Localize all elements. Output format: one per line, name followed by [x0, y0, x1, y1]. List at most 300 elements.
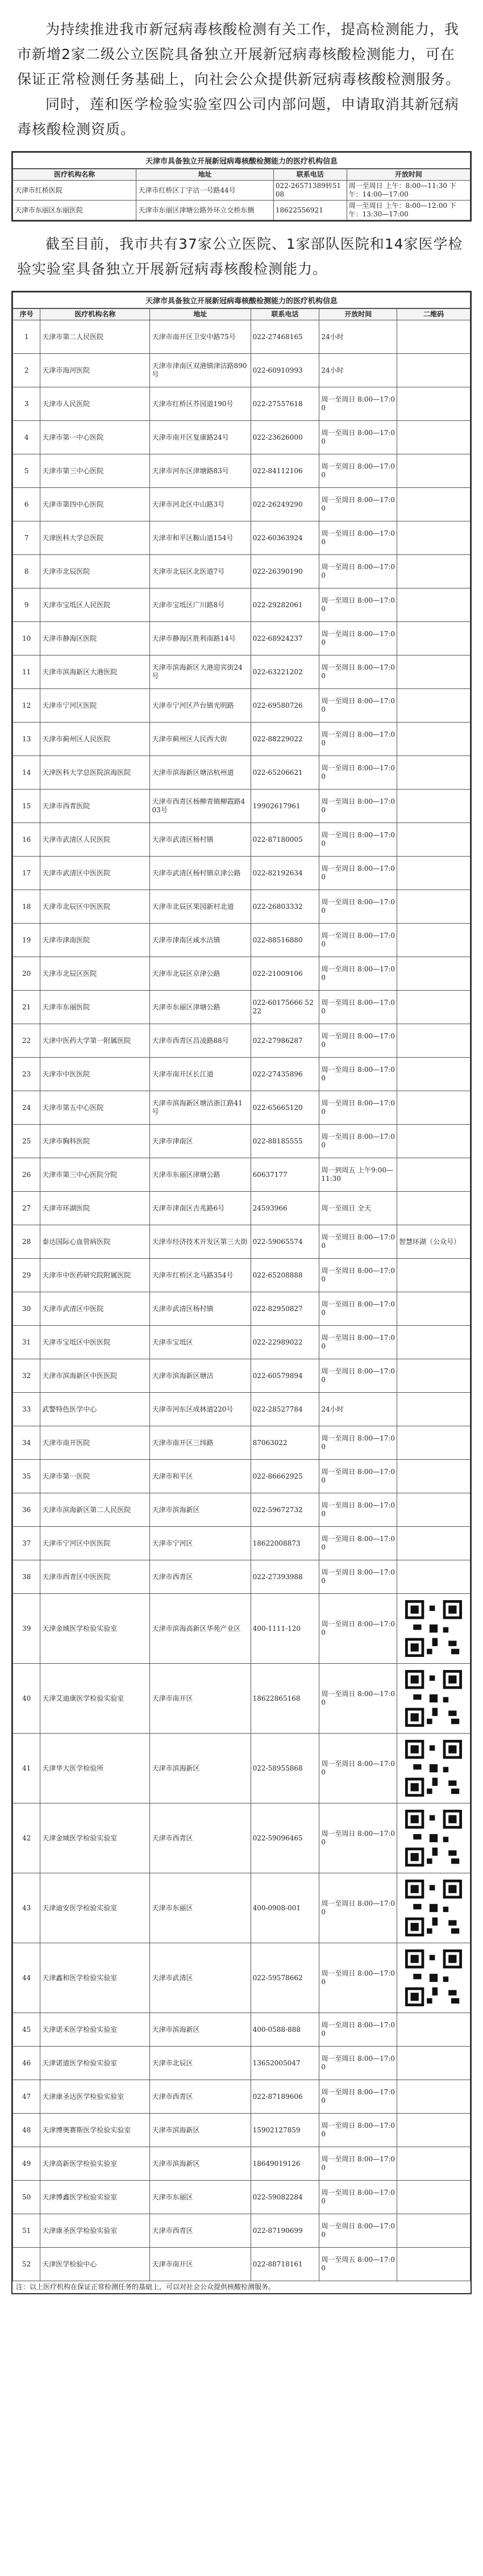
- table-cell: 天津市滨海新区中医医院: [40, 1359, 150, 1393]
- table-cell: [397, 1734, 470, 1803]
- table-cell: 天津市滨海新区塘沽浙江路41号: [150, 1091, 251, 1125]
- table-cell: 28: [13, 1225, 40, 1259]
- table-cell: 022-26803332: [251, 890, 319, 924]
- table-cell: 022-27468165: [251, 320, 319, 354]
- table-cell: 天津鑫和医学检验实验室: [40, 1943, 150, 2013]
- table-cell: 天津市第四中心医院: [40, 488, 150, 521]
- table-cell: [397, 957, 470, 991]
- table-2-note: 注：以上医疗机构在保证正常检测任务的基础上，可以对社会公众提供核酸检测服务。: [16, 2283, 276, 2291]
- table-cell: 35: [13, 1460, 40, 1493]
- table-cell: 周一至周五 8:00—17:00: [319, 2248, 397, 2281]
- table-cell: 3: [13, 387, 40, 421]
- table-cell: 19: [13, 924, 40, 957]
- table-cell: 周一至周日 8:00—17:00: [319, 1259, 397, 1292]
- table-cell: 周一至周日 8:00—17:00: [319, 2080, 397, 2114]
- table-cell: 天津市和平区: [150, 1460, 251, 1493]
- table-cell: [397, 1460, 470, 1493]
- table-row: [13, 2147, 470, 2181]
- table-cell: 400-0588-888: [251, 2013, 319, 2047]
- table-cell: 25: [13, 1125, 40, 1158]
- table-cell: 9: [13, 588, 40, 622]
- table-cell: 天津康圣达医学检验实验室: [40, 2080, 150, 2114]
- table-cell: 周一至周日 上午：8:00—12:00 下午：13:30—17:00: [347, 201, 470, 220]
- table-row: [13, 387, 470, 421]
- table-cell: 周一至周日 全天: [319, 1192, 397, 1225]
- table-row: [13, 1734, 470, 1803]
- table-2-header: 医疗机构名称: [40, 309, 150, 320]
- table-cell: [397, 1125, 470, 1158]
- table-cell: 022-60579894: [251, 1359, 319, 1393]
- table-cell: 天津市西青区: [150, 1803, 251, 1873]
- table-cell: 5: [13, 454, 40, 488]
- table-cell: 天津市河东区成林道220号: [150, 1393, 251, 1426]
- table-cell: 天津诺禾医学检验实验室: [40, 2013, 150, 2047]
- table-cell: 天津市武清区: [150, 1943, 251, 2013]
- table-row: [13, 181, 470, 201]
- table-cell: 天津博奥赛斯医学检验实验室: [40, 2114, 150, 2147]
- table-cell: 022-82192634: [251, 857, 319, 890]
- table-cell: 天津市红桥区丁字沽一号路44号: [136, 181, 274, 201]
- table-cell: 天津市第一医院: [40, 1460, 150, 1493]
- table-cell: 天津市宁河区医院: [40, 689, 150, 723]
- table-cell: [397, 2147, 470, 2181]
- table-cell: 022-60910993: [251, 354, 319, 387]
- table-cell: 天津市滨海新区: [150, 1493, 251, 1527]
- table-1: [11, 151, 472, 222]
- table-cell: 周一至周日 8:00—17:00: [319, 857, 397, 890]
- table-cell: 天津市南开区: [150, 1664, 251, 1734]
- table-row: [13, 756, 470, 790]
- table-cell: 天津市滨海新区: [150, 1734, 251, 1803]
- table-cell: [397, 521, 470, 555]
- table-2-header: 二维码: [397, 309, 470, 320]
- qr-code-icon: [405, 1740, 462, 1797]
- table-cell: 天津市南开区三纬路: [150, 1426, 251, 1460]
- table-cell: 周一至周日 8:00—17:00: [319, 957, 397, 991]
- table-cell: 周一至周日 8:00—17:00: [319, 1493, 397, 1527]
- table-cell: 天津金域医学检验实验室: [40, 1803, 150, 1873]
- table-cell: 天津康圣医学检验实验室: [40, 2214, 150, 2248]
- table-cell: [397, 1527, 470, 1560]
- table-cell: [397, 1058, 470, 1091]
- table-cell: [397, 320, 470, 354]
- table-cell: 周一至周日 8:00—17:00: [319, 454, 397, 488]
- table-2-header: 序号: [13, 309, 40, 320]
- table-cell: 19902617961: [251, 790, 319, 823]
- table-cell: 天津市红桥区北马路354号: [150, 1259, 251, 1292]
- table-cell: [397, 1803, 470, 1873]
- table-cell: 41: [13, 1734, 40, 1803]
- table-cell: 022-88229022: [251, 723, 319, 756]
- table-cell: 周一至周日 8:00—17:00: [319, 2013, 397, 2047]
- table-cell: 天津市第二人民医院: [40, 320, 150, 354]
- table-cell: 周一至周日 8:00—17:00: [319, 656, 397, 689]
- table-cell: 周一至周日 8:00—17:00: [319, 1292, 397, 1326]
- table-cell: 周一至周日 8:00—17:00: [319, 823, 397, 857]
- table-cell: 24小时: [319, 1393, 397, 1426]
- table-cell: 31: [13, 1326, 40, 1359]
- table-cell: 022-27435896: [251, 1058, 319, 1091]
- table-cell: 天津市北辰医院: [40, 555, 150, 588]
- table-cell: 天津市东丽区津塘公路: [150, 991, 251, 1024]
- qr-code-icon: [405, 1949, 462, 2006]
- table-row: [13, 588, 470, 622]
- table-cell: 42: [13, 1803, 40, 1873]
- table-row: [13, 1493, 470, 1527]
- table-cell: 天津市南开区长江道: [150, 1058, 251, 1091]
- table-cell: 天津市静海区胜利南路14号: [150, 622, 251, 656]
- table-cell: 50: [13, 2181, 40, 2214]
- table-cell: 022-88185555: [251, 1125, 319, 1158]
- table-cell: [397, 555, 470, 588]
- table-row: [13, 823, 470, 857]
- table-cell: 20: [13, 957, 40, 991]
- table-cell: 天津华大医学检验所: [40, 1734, 150, 1803]
- table-cell: 周一至周日 8:00—17:00: [319, 1091, 397, 1125]
- table-1-caption: 天津市具备独立开展新冠病毒核酸检测能力的医疗机构信息: [13, 152, 470, 169]
- qr-code-icon: [405, 1600, 462, 1657]
- table-cell: 37: [13, 1527, 40, 1560]
- table-cell: 周一至周日 8:00—17:00: [319, 2214, 397, 2248]
- table-row: [13, 2114, 470, 2147]
- table-cell: 周一至周日 8:00—17:00: [319, 1594, 397, 1664]
- table-cell: 天津市第五中心医院: [40, 1091, 150, 1125]
- table-cell: 天津市宝坻区人民医院: [40, 588, 150, 622]
- table-cell: 天津市滨海新区: [150, 2114, 251, 2147]
- table-row: [13, 201, 470, 220]
- table-row: [13, 857, 470, 890]
- table-cell: 周一至周日 8:00—17:00: [319, 488, 397, 521]
- table-cell: [397, 857, 470, 890]
- table-cell: 17: [13, 857, 40, 890]
- table-cell: [397, 924, 470, 957]
- table-cell: 天津市东丽区: [150, 2181, 251, 2214]
- table-cell: 天津诺道医学检验实验室: [40, 2047, 150, 2080]
- table-cell: 周一至周日 8:00—17:00: [319, 1359, 397, 1393]
- table-row: [13, 320, 470, 354]
- table-cell: 022-26249290: [251, 488, 319, 521]
- table-row: [13, 1125, 470, 1158]
- table-cell: 天津艾迪康医学检验实验室: [40, 1664, 150, 1734]
- table-cell: 天津市南开区卫安中路75号: [150, 320, 251, 354]
- table-cell: 天津市经济技术开发区第三大街: [150, 1225, 251, 1259]
- table-1-header: 联系电话: [273, 169, 347, 181]
- table-cell: 10: [13, 622, 40, 656]
- table-row: [13, 1225, 470, 1259]
- table-cell: [397, 2047, 470, 2080]
- table-cell: 天津市西青区: [150, 1560, 251, 1594]
- table-row: [13, 1326, 470, 1359]
- qr-code-icon: [405, 1880, 462, 1936]
- table-cell: 46: [13, 2047, 40, 2080]
- table-cell: 400-0908-001: [251, 1873, 319, 1943]
- table-cell: [397, 387, 470, 421]
- table-cell: 天津市滨海新区塘沽: [150, 1359, 251, 1393]
- table-cell: 周一至周日 8:00—17:00: [319, 1873, 397, 1943]
- table-cell: 38: [13, 1560, 40, 1594]
- table-row: [13, 1359, 470, 1393]
- table-cell: 44: [13, 1943, 40, 2013]
- table-cell: 天津市武清区中医院: [40, 1292, 150, 1326]
- table-cell: [397, 1393, 470, 1426]
- table-cell: 天津迪安医学检验实验室: [40, 1873, 150, 1943]
- table-cell: 022-65206621: [251, 756, 319, 790]
- table-cell: 天津市滨海新区第二人民医院: [40, 1493, 150, 1527]
- table-cell: 18622556921: [273, 201, 347, 220]
- table-cell: 022-86662925: [251, 1460, 319, 1493]
- table-cell: 18: [13, 890, 40, 924]
- table-cell: 15: [13, 790, 40, 823]
- table-cell: [397, 2013, 470, 2047]
- table-row: [13, 1664, 470, 1734]
- table-row: [13, 454, 470, 488]
- table-cell: 49: [13, 2147, 40, 2181]
- table-row: [13, 1292, 470, 1326]
- table-cell: 8: [13, 555, 40, 588]
- table-cell: 天津市武清区中医医院: [40, 857, 150, 890]
- table-cell: 022-59672732: [251, 1493, 319, 1527]
- table-row: [13, 2214, 470, 2248]
- table-cell: 天津市滨海高新区华苑产业区: [150, 1594, 251, 1664]
- table-cell: 24小时: [319, 320, 397, 354]
- table-cell: 24小时: [319, 354, 397, 387]
- table-cell: 14: [13, 756, 40, 790]
- table-1-header: 开放时间: [347, 169, 470, 181]
- table-2-caption: 天津市具备独立开展新冠病毒核酸检测能力的医疗机构信息: [13, 292, 470, 308]
- table-row: [13, 890, 470, 924]
- table-cell: 30: [13, 1292, 40, 1326]
- table-cell: 022-65208888: [251, 1259, 319, 1292]
- table-cell: [397, 1493, 470, 1527]
- table-cell: [397, 1426, 470, 1460]
- table-row: [13, 1259, 470, 1292]
- qr-code-icon: [405, 1670, 462, 1727]
- table-cell: 天津市红桥医院: [13, 181, 136, 201]
- table-cell: 周一至周日 8:00—17:00: [319, 723, 397, 756]
- table-cell: [397, 2248, 470, 2281]
- table-1-header: 医疗机构名称: [13, 169, 136, 181]
- table-cell: 周一至周日 8:00—17:00: [319, 1803, 397, 1873]
- table-cell: 天津市北辰区中医医院: [40, 890, 150, 924]
- intro-paragraph-2: 同时，莲和医学检验实验室四公司内部问题，申请取消其新冠病毒核酸检测资质。: [17, 96, 460, 137]
- table-cell: 52: [13, 2248, 40, 2281]
- table-cell: 周一至周日 8:00—17:00: [319, 421, 397, 454]
- table-cell: 天津市东丽区: [150, 1873, 251, 1943]
- table-cell: 天津市中医医院: [40, 1058, 150, 1091]
- table-cell: 天津市和平区鞍山道154号: [150, 521, 251, 555]
- table-row: [13, 957, 470, 991]
- table-cell: 022-28527784: [251, 1393, 319, 1426]
- table-cell: 天津市北辰区医院: [40, 957, 150, 991]
- table-cell: 周一至周日 8:00—17:00: [319, 2047, 397, 2080]
- table-row: [13, 2013, 470, 2047]
- table-cell: 泰达国际心血管病医院: [40, 1225, 150, 1259]
- table-cell: [397, 1326, 470, 1359]
- table-cell: 24: [13, 1091, 40, 1125]
- table-cell: 周一至周日 8:00—17:00: [319, 790, 397, 823]
- table-cell: 27: [13, 1192, 40, 1225]
- table-cell: 天津市滨海新区塘沽杭州道: [150, 756, 251, 790]
- table-cell: 天津医科大学总医院: [40, 521, 150, 555]
- table-row: [13, 1594, 470, 1664]
- table-row: [13, 1393, 470, 1426]
- table-cell: 33: [13, 1393, 40, 1426]
- table-cell: 天津市第三中心医院: [40, 454, 150, 488]
- table-cell: [397, 2181, 470, 2214]
- table-cell: 天津市宁河区: [150, 1527, 251, 1560]
- table-row: [13, 1460, 470, 1493]
- table-cell: 天津市南开医院: [40, 1426, 150, 1460]
- table-cell: 022-59096465: [251, 1803, 319, 1873]
- table-cell: 022-27393988: [251, 1560, 319, 1594]
- table-cell: 天津市东丽区津塘公路: [150, 1158, 251, 1192]
- table-row: [13, 924, 470, 957]
- table-cell: 天津市武清区杨村镇: [150, 1292, 251, 1326]
- table-cell: 24593966: [251, 1192, 319, 1225]
- table-cell: 天津市北辰区京津公路: [150, 957, 251, 991]
- table-cell: 022-69580726: [251, 689, 319, 723]
- table-cell: 天津市武清区杨村镇京津公路: [150, 857, 251, 890]
- table-cell: [397, 2214, 470, 2248]
- table-cell: 48: [13, 2114, 40, 2147]
- table-cell: 022-26390190: [251, 555, 319, 588]
- table-cell: 周一至周日 8:00—17:00: [319, 1225, 397, 1259]
- table-cell: [397, 1359, 470, 1393]
- table-cell: [397, 790, 470, 823]
- table-cell: 022-59082284: [251, 2181, 319, 2214]
- table-cell: [397, 1292, 470, 1326]
- table-cell: 022-87180005: [251, 823, 319, 857]
- table-cell: 天津市宝坻区广川路8号: [150, 588, 251, 622]
- table-cell: 天津市海河医院: [40, 354, 150, 387]
- table-cell: 周一至周日 8:00—17:00: [319, 1024, 397, 1058]
- table-cell: [397, 756, 470, 790]
- table-cell: 天津市西青区: [150, 2214, 251, 2248]
- table-row: [13, 2080, 470, 2114]
- table-cell: 022-88718161: [251, 2248, 319, 2281]
- table-cell: 天津市南开区: [150, 2248, 251, 2281]
- table-cell: 周一至周日 8:00—17:00: [319, 756, 397, 790]
- table-cell: 天津市滨海新区: [150, 2013, 251, 2047]
- table-cell: 周一至周日 8:00—17:00: [319, 890, 397, 924]
- table-cell: 周一到周五 上午9:00—11:30: [319, 1158, 397, 1192]
- table-cell: [397, 1594, 470, 1664]
- table-cell: 周一至周日 8:00—17:00: [319, 1125, 397, 1158]
- table-cell: 天津市红桥区芥园道190号: [150, 387, 251, 421]
- table-cell: [397, 622, 470, 656]
- table-cell: 87063022: [251, 1426, 319, 1460]
- table-cell: 022-59065574: [251, 1225, 319, 1259]
- table-cell: [397, 2114, 470, 2147]
- table-cell: 天津市蓟州区人民医院: [40, 723, 150, 756]
- table-cell: 天津市北辰区果园新村北道: [150, 890, 251, 924]
- table-cell: 29: [13, 1259, 40, 1292]
- table-cell: 18622008873: [251, 1527, 319, 1560]
- table-cell: 天津市河东区津塘路83号: [150, 454, 251, 488]
- table-cell: 16: [13, 823, 40, 857]
- table-row: [13, 421, 470, 454]
- table-row: [13, 656, 470, 689]
- table-cell: 2: [13, 354, 40, 387]
- table-cell: 天津市第三中心医院分院: [40, 1158, 150, 1192]
- table-row: [13, 488, 470, 521]
- table-cell: 23: [13, 1058, 40, 1091]
- table-row: [13, 1426, 470, 1460]
- qr-code-icon: [405, 1810, 462, 1867]
- table-cell: 34: [13, 1426, 40, 1460]
- table-cell: 022-21009106: [251, 957, 319, 991]
- table-cell: 周一至周日 8:00—17:00: [319, 2147, 397, 2181]
- table-cell: 天津市西青区中医医院: [40, 1560, 150, 1594]
- table-cell: 天津市北辰区: [150, 2047, 251, 2080]
- table-cell: 022-68924237: [251, 622, 319, 656]
- table-cell: [397, 991, 470, 1024]
- table-cell: 周一至周日 8:00—17:00: [319, 991, 397, 1024]
- table-row: [13, 723, 470, 756]
- table-row: [13, 622, 470, 656]
- table-cell: 天津市南开区复康路24号: [150, 421, 251, 454]
- table-row: [13, 555, 470, 588]
- middle-paragraph: 截至目前，我市共有37家公立医院、1家部队医院和14家医学检验实验室具备独立开展新冠病毒核酸检测能力。: [17, 236, 463, 277]
- table-2-header: 开放时间: [319, 309, 397, 320]
- table-cell: 022-58955868: [251, 1734, 319, 1803]
- table-cell: 32: [13, 1359, 40, 1393]
- table-cell: [397, 1873, 470, 1943]
- table-cell: 天津市津南医院: [40, 924, 150, 957]
- table-2-header: 地址: [150, 309, 251, 320]
- table-row: [13, 1943, 470, 2013]
- table-cell: 36: [13, 1493, 40, 1527]
- table-cell: 天津医学检验中心: [40, 2248, 150, 2281]
- table-cell: 天津市西青区昌凌路88号: [150, 1024, 251, 1058]
- table-row: [13, 689, 470, 723]
- table-cell: 天津市滨海新区大港迎宾街24号: [150, 656, 251, 689]
- table-cell: [397, 1943, 470, 2013]
- table-cell: 天津市东丽医院: [40, 991, 150, 1024]
- table-cell: 022-59578662: [251, 1943, 319, 2013]
- table-cell: 43: [13, 1873, 40, 1943]
- table-row: [13, 790, 470, 823]
- table-row: [13, 1058, 470, 1091]
- table-cell: [397, 823, 470, 857]
- table-cell: 4: [13, 421, 40, 454]
- table-cell: 周一至周日 8:00—17:00: [319, 1460, 397, 1493]
- table-cell: 39: [13, 1594, 40, 1664]
- table-cell: 天津市东丽区东丽医院: [13, 201, 136, 220]
- table-cell: 13: [13, 723, 40, 756]
- table-cell: 天津市静海区医院: [40, 622, 150, 656]
- table-cell: 周一至周日 8:00—17:00: [319, 1560, 397, 1594]
- table-cell: [397, 656, 470, 689]
- table-1-grid: [13, 169, 470, 220]
- table-cell: 智慧环湖（公众号）: [397, 1225, 470, 1259]
- table-cell: 天津市胸科医院: [40, 1125, 150, 1158]
- table-row: [13, 991, 470, 1024]
- table-cell: [397, 588, 470, 622]
- table-cell: 周一至周日 8:00—17:00: [319, 588, 397, 622]
- table-cell: [397, 354, 470, 387]
- table-cell: 天津市宁河区芦台镇光明路: [150, 689, 251, 723]
- table-cell: 武警特色医学中心: [40, 1393, 150, 1426]
- table-2: [11, 291, 472, 2294]
- table-row: [13, 1024, 470, 1058]
- table-cell: 022-27986287: [251, 1024, 319, 1058]
- intro-paragraph-1: 为持续推进我市新冠病毒核酸检测有关工作，提高检测能力，我市新增2家二级公立医院具备独立开展新冠病毒核酸检测能力，可在保证正常检测任务基础上，向社会公众提供新冠病毒核酸检测服务。: [17, 21, 461, 87]
- table-cell: 天津市宝坻区中医医院: [40, 1326, 150, 1359]
- table-cell: 022-88516880: [251, 924, 319, 957]
- table-cell: [397, 723, 470, 756]
- table-cell: 47: [13, 2080, 40, 2114]
